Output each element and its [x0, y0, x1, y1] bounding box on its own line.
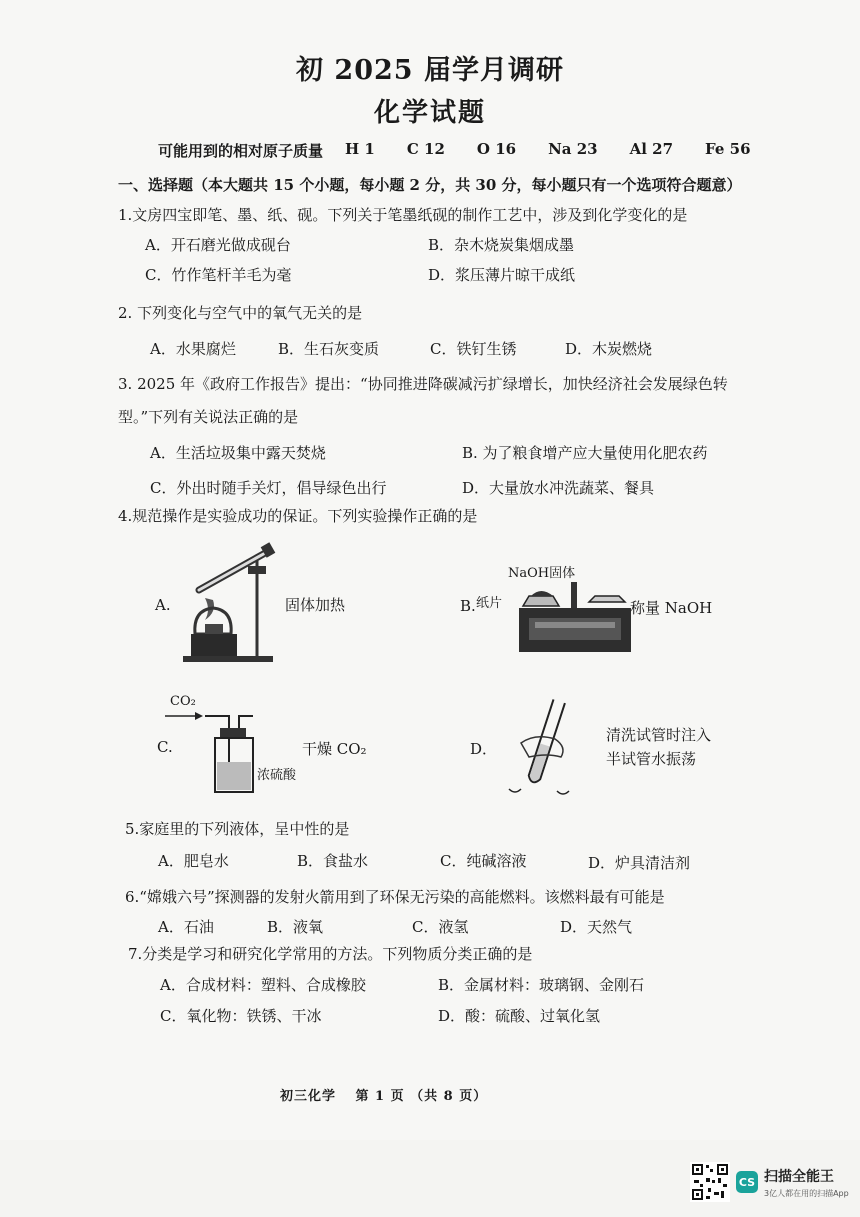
qr-code-icon — [690, 1162, 730, 1202]
scanner-app-tagline: 3亿人都在用的扫描App — [764, 1188, 849, 1198]
section-heading: 一、选择题（本大题共 15 个小题，每小题 2 分，共 30 分，每小题只有一个选项符合题意） — [118, 176, 742, 194]
q2-option-c: C．铁钉生锈 — [430, 340, 517, 358]
q2-option-d: D．木炭燃烧 — [565, 340, 653, 358]
q6-option-c: C．液氢 — [412, 918, 469, 936]
exam-subject: 化学试题 — [373, 98, 486, 128]
scanner-app-name: 扫描全能王 — [764, 1168, 834, 1185]
atomic-mass-o: O 16 — [476, 140, 517, 158]
exam-title: 初 2025 届学月调研 — [296, 55, 564, 86]
q7-option-d: D．酸：硫酸、过氧化氢 — [438, 1007, 601, 1025]
q3-option-b: B. 为了粮食增产应大量使用化肥农药 — [462, 444, 708, 462]
q6-option-d: D．天然气 — [560, 918, 633, 936]
atomic-mass-c: C 12 — [406, 140, 445, 158]
q3-stem-line2: 型。”下列有关说法正确的是 — [118, 408, 299, 426]
q7-option-a: A．合成材料：塑料、合成橡胶 — [160, 976, 366, 994]
q4-option-b-naoh: NaOH固体 — [508, 566, 576, 581]
q1-option-a: A．开石磨光做成砚台 — [145, 236, 291, 254]
atomic-mass-fe: Fe 56 — [705, 140, 751, 158]
q3-option-a: A．生活垃圾集中露天焚烧 — [150, 444, 326, 462]
atomic-masses — [158, 140, 783, 161]
q4-option-c-gas: CO₂ — [170, 694, 196, 709]
balance-scale — [515, 578, 635, 656]
q7-stem: 7.分类是学习和研究化学常用的方法。下列物质分类正确的是 — [128, 945, 533, 963]
q7-option-b: B．金属材料：玻璃钢、金刚石 — [438, 976, 645, 994]
q6-option-b: B．液氧 — [267, 918, 324, 936]
q2-stem: 2. 下列变化与空气中的氧气无关的是 — [118, 304, 363, 322]
q4-option-c-letter: C. — [157, 738, 173, 756]
q1-stem: 1.文房四宝即笔、墨、纸、砚。下列关于笔墨纸砚的制作工艺中，涉及到化学变化的是 — [118, 206, 688, 224]
atomic-mass-na: Na 23 — [548, 140, 598, 158]
q5-option-c: C．纯碱溶液 — [440, 852, 527, 870]
scanner-badge — [690, 1160, 850, 1204]
q4-option-a-letter: A. — [155, 596, 171, 614]
q2-option-a: A．水果腐烂 — [150, 340, 236, 358]
q4-option-d-label-line2: 半试管水振荡 — [606, 750, 697, 768]
camscanner-logo: CS — [736, 1171, 758, 1193]
q5-option-a: A．肥皂水 — [158, 852, 229, 870]
q4-option-d-label-line1: 清洗试管时注入 — [606, 726, 712, 744]
q3-option-c: C．外出时随手关灯，倡导绿色出行 — [150, 479, 387, 497]
scanner-badge-text — [764, 1166, 849, 1199]
q6-option-a: A．石油 — [158, 918, 214, 936]
q7-option-c: C．氧化物：铁锈、干冰 — [160, 1007, 322, 1025]
q4-stem: 4.规范操作是实验成功的保证。下列实验操作正确的是 — [118, 507, 478, 525]
atomic-mass-h: H 1 — [345, 140, 375, 158]
q1-option-b: B．杂木烧炭集烟成墨 — [428, 236, 575, 254]
q4-option-b-paper: 纸片 — [476, 596, 503, 611]
q3-option-d: D．大量放水冲洗蔬菜、餐具 — [462, 479, 655, 497]
q4-option-a-label: 固体加热 — [285, 596, 346, 614]
q4-option-b-label: 称量 NaOH — [630, 599, 713, 617]
q4-option-d-letter: D． — [470, 740, 498, 758]
atomic-masses-lead: 可能用到的相对原子质量 — [158, 142, 324, 160]
q1-option-c: C．竹作笔杆羊毛为毫 — [145, 266, 292, 284]
q4-option-c-label: 干燥 CO₂ — [302, 740, 367, 758]
q2-option-b: B．生石灰变质 — [278, 340, 380, 358]
q4-option-b-letter: B. — [460, 597, 476, 615]
q5-option-d: D．炉具清洁剂 — [588, 854, 691, 872]
q3-stem-line1: 3. 2025 年《政府工作报告》提出：“协同推进降碳减污扩绿增长，加快经济社会发展绿色转 — [118, 375, 728, 393]
page-footer: 初三化学 第 1 页 （共 8 页） — [280, 1089, 488, 1104]
q4-option-c-acid: 浓硫酸 — [257, 768, 297, 783]
q5-option-b: B．食盐水 — [297, 852, 369, 870]
test-tube-shaking — [505, 695, 585, 800]
atomic-mass-al: Al 27 — [629, 140, 674, 158]
solid-heating-apparatus — [175, 538, 285, 666]
q5-stem: 5.家庭里的下列液体，呈中性的是 — [125, 820, 350, 838]
q1-option-d: D．浆压薄片晾干成纸 — [428, 266, 576, 284]
q6-stem: 6.“嫦娥六号”探测器的发射火箭用到了环保无污染的高能燃料。该燃料最有可能是 — [125, 888, 665, 906]
